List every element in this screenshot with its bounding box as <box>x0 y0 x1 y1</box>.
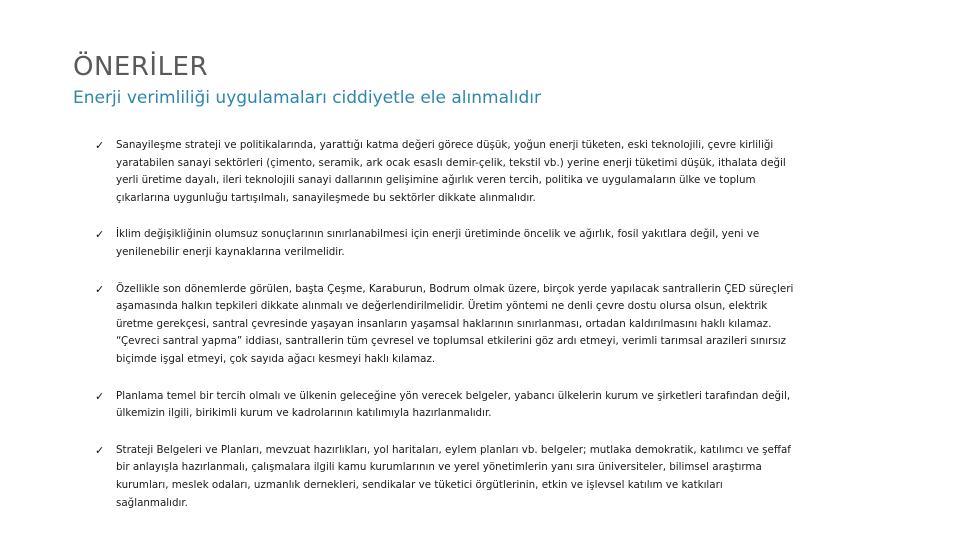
bullet-item <box>95 442 795 512</box>
checkmark-icon: ✓ <box>95 139 105 152</box>
slide-title: ÖNERİLER <box>73 52 209 82</box>
bullet-text: Planlama temel bir tercih olmalı ve ülkenin geleceğine yön verecek belgeler, yabancı ülkelerin kurum ve şirketleri tarafından değil, ülkemizin ilgili, birikimli kurum ve kadrolarının katılımıyla hazırlanmalıdır. <box>116 389 791 420</box>
slide-subtitle: Enerji verimliliği uygulamaları ciddiyetle ele alınmalıdır <box>73 88 541 108</box>
bullet-text: Strateji Belgeleri ve Planları, mevzuat hazırlıkları, yol haritaları, eylem planları vb. belgeler; mutlaka demokratik, katılımcı ve şeffaf bir anlayışla hazırlanmalı, çalışmalara ilgili kamu kurumlarının ve yerel yönetimlerin yanı sıra üniversiteler, bilimsel araştırma kurumları, meslek odaları, uzmanlık dernekleri, sendikalar ve tüketici örgütlerinin, etkin ve işlevsel katılım ve katkıları sağlanmalıdır. <box>116 443 791 509</box>
checkmark-icon: ✓ <box>95 389 105 403</box>
checkmark-icon: ✓ <box>95 282 105 296</box>
bullet-item <box>95 388 795 423</box>
checkmark-icon: ✓ <box>95 228 105 242</box>
checkmark-icon: ✓ <box>95 443 105 457</box>
bullet-text: Sanayileşme strateji ve politikalarında, yarattığı katma değeri görece düşük, yoğun enerji tüketen, eski teknolojili, çevre kirliliği yaratabilen sanayi sektörleri (çimento, seramik, ark ocak esaslı demir-çelik, tekstil vb.) yerine enerji tüketimi düşük, ithalata değil yerli üretime dayalı, ileri teknolojili sanayi dallarının gelişimine ağırlık veren tercih, politika ve uygulamaların ülke ve toplum çıkarlarına uygunluğu tartışılmalı, sanayileşmede bu sektörler dikkate alınmalıdır. <box>116 139 786 204</box>
bullet-text: İklim değişikliğinin olumsuz sonuçlarının sınırlanabilmesi için enerji üretiminde öncelik ve ağırlık, fosil yakıtlara değil, yeni ve yenilenebilir enerji kaynaklarına verilmelidir. <box>116 228 760 258</box>
bullet-item <box>95 137 795 207</box>
bullet-item <box>95 226 795 261</box>
bullet-list <box>95 137 795 531</box>
bullet-item <box>95 281 795 369</box>
bullet-text: Özellikle son dönemlerde görülen, başta Çeşme, Karaburun, Bodrum olmak üzere, birçok yerde yapılacak santrallerin ÇED süreçleri aşamasında halkın tepkileri dikkate alınmalı ve değerlendirilmelidir. Üretim yöntemi ne denli çevre dostu olursa olsun, elektrik üretme gerekçesi, santral çevresinde yaşayan insanların yaşamsal haklarının sınırlanması, ortadan kaldırılmasını haklı kılamaz. “Çevreci santral yapma” iddiası, santrallerin tüm çevresel ve toplumsal etkilerini göz ardı etmeyi, verimli tarımsal arazileri sınırsız biçimde işgal etmeyi, çok sayıda ağacı kesmeyi haklı kılamaz. <box>116 282 794 365</box>
